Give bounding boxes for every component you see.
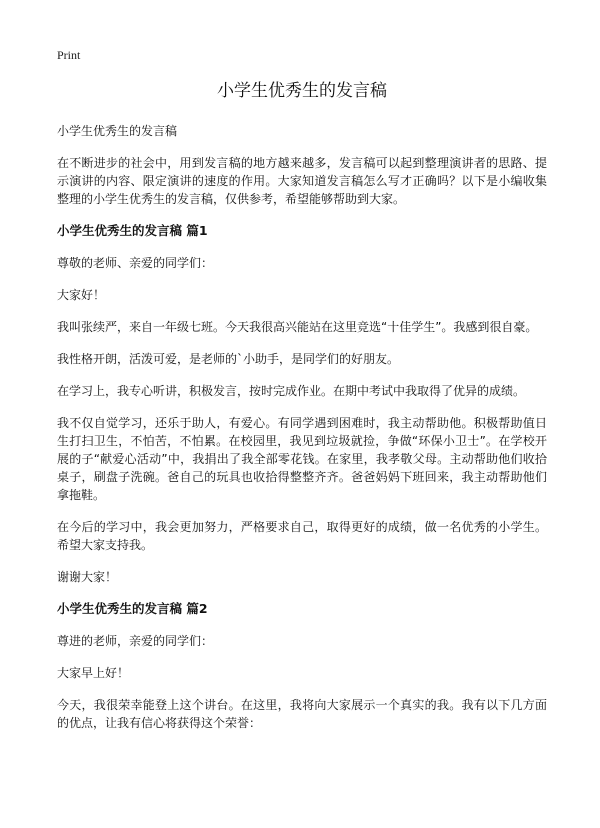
paragraph: 尊进的老师，亲爱的同学们： xyxy=(57,634,214,648)
paragraph: 在学习上，我专心听讲，积极发言，按时完成作业。在期中考试中我取得了优异的成绩。 xyxy=(57,384,526,398)
paragraph: 尊敬的老师、亲爱的同学们： xyxy=(57,256,214,270)
paragraph: 今天，我很荣幸能登上这个讲台。在这里，我将向大家展示一个真实的我。我有以下几方面的优点，让我有信心将获得这个荣誉： xyxy=(57,698,547,730)
paragraph: 我性格开朗，活泼可爱，是老师的`小助手，是同学们的好朋友。 xyxy=(57,352,400,366)
paragraph: 我不仅自觉学习，还乐于助人，有爱心。有同学遇到困难时，我主动帮助他。积极帮助值日生打扫卫生，不怕苦，不怕累。在校园里，我见到垃圾就捡，争做“环保小卫士”。在学校开展的子“献爱心活动”中，我捐出了我全部零花钱。在家里，我孝敬父母。主动帮助他们收拾桌子，刷盘子洗碗。爸自己的玩具也收拾得整整齐齐。爸爸妈妈下班回来，我主动帮助他们拿拖鞋。 xyxy=(57,416,547,502)
paragraph: 谢谢大家！ xyxy=(57,570,118,584)
section-heading: 小学生优秀生的发言稿 篇1 xyxy=(57,223,208,238)
print-link[interactable]: Print xyxy=(57,48,81,62)
paragraph: 在今后的学习中，我会更加努力，严格要求自己，取得更好的成绩，做一名优秀的小学生。希望大家支持我。 xyxy=(57,520,547,552)
page-title: 小学生优秀生的发言稿 xyxy=(217,81,387,101)
paragraph: 大家早上好！ xyxy=(57,666,130,680)
paragraph: 我叫张续严，来自一年级七班。今天我很高兴能站在这里竞选“十佳学生”。我感到很自豪。 xyxy=(57,320,538,334)
document-body xyxy=(57,122,547,746)
section-heading: 小学生优秀生的发言稿 篇2 xyxy=(57,601,208,616)
intro-paragraph: 在不断进步的社会中，用到发言稿的地方越来越多，发言稿可以起到整理演讲者的思路、提示演讲的内容、限定演讲的速度的作用。大家知道发言稿怎么写才正确吗？以下是小编收集整理的小学生优秀生的发言稿，仅供参考，希望能够帮助到大家。 xyxy=(57,156,547,206)
document-subtitle: 小学生优秀生的发言稿 xyxy=(57,124,178,138)
paragraph: 大家好！ xyxy=(57,288,106,302)
